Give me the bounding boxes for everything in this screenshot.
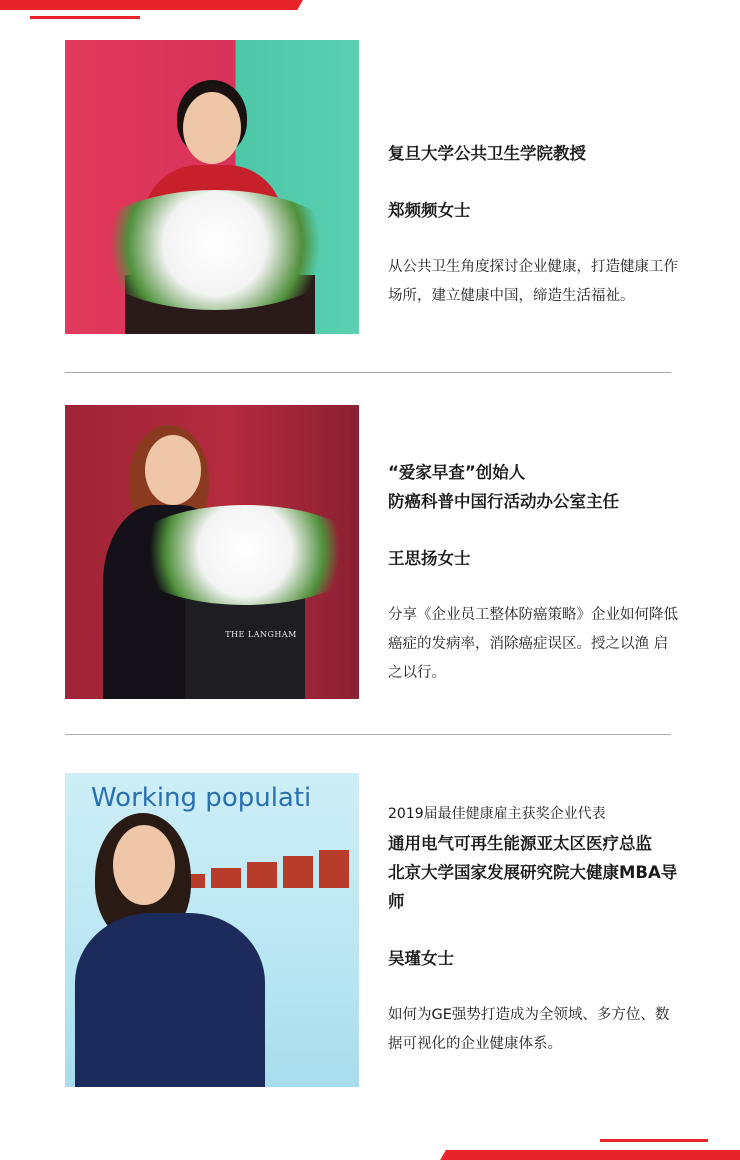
speaker-1-description: 从公共卫生角度探讨企业健康，打造健康工作场所，建立健康中国，缔造生活福祉。 bbox=[388, 259, 678, 304]
speaker-3-text bbox=[388, 800, 678, 1059]
speaker-3-title-line-2: 北京大学国家发展研究院大健康MBA导师 bbox=[388, 863, 678, 911]
separator-2 bbox=[65, 734, 671, 735]
slide-bars bbox=[175, 848, 359, 888]
speaker-3-award-line: 2019届最佳健康雇主获奖企业代表 bbox=[388, 806, 606, 822]
podium-sign-text: THE LANGHAM bbox=[225, 630, 297, 639]
speaker-3-photo bbox=[65, 773, 359, 1087]
top-red-line bbox=[30, 16, 140, 19]
speaker-2-description: 分享《企业员工整体防癌策略》企业如何降低癌症的发病率，消除癌症误区。授之以渔 启之以行。 bbox=[388, 607, 678, 681]
speaker-1-title: 复旦大学公共卫生学院教授 bbox=[388, 144, 586, 163]
speaker-2-title-line-2: 防癌科普中国行活动办公室主任 bbox=[388, 492, 619, 511]
speaker-2-text bbox=[388, 458, 678, 688]
bottom-red-band bbox=[440, 1150, 740, 1160]
top-red-band bbox=[0, 0, 303, 10]
speaker-1-photo bbox=[65, 40, 359, 334]
slide-text: Working populati bbox=[91, 783, 312, 813]
speaker-3-name: 吴瑾女士 bbox=[388, 949, 454, 968]
speaker-1-name: 郑频频女士 bbox=[388, 201, 471, 220]
speaker-2-photo bbox=[65, 405, 359, 699]
separator-1 bbox=[65, 372, 671, 373]
speaker-3-description: 如何为GE强势打造成为全领域、多方位、数据可视化的企业健康体系。 bbox=[388, 1007, 670, 1052]
speaker-2-name: 王思扬女士 bbox=[388, 549, 471, 568]
speaker-2-title-line-1: “爱家早查”创始人 bbox=[388, 463, 526, 482]
speaker-3-title-line-1: 通用电气可再生能源亚太区医疗总监 bbox=[388, 834, 652, 853]
bottom-red-line bbox=[600, 1139, 708, 1142]
speaker-1-text bbox=[388, 139, 678, 311]
